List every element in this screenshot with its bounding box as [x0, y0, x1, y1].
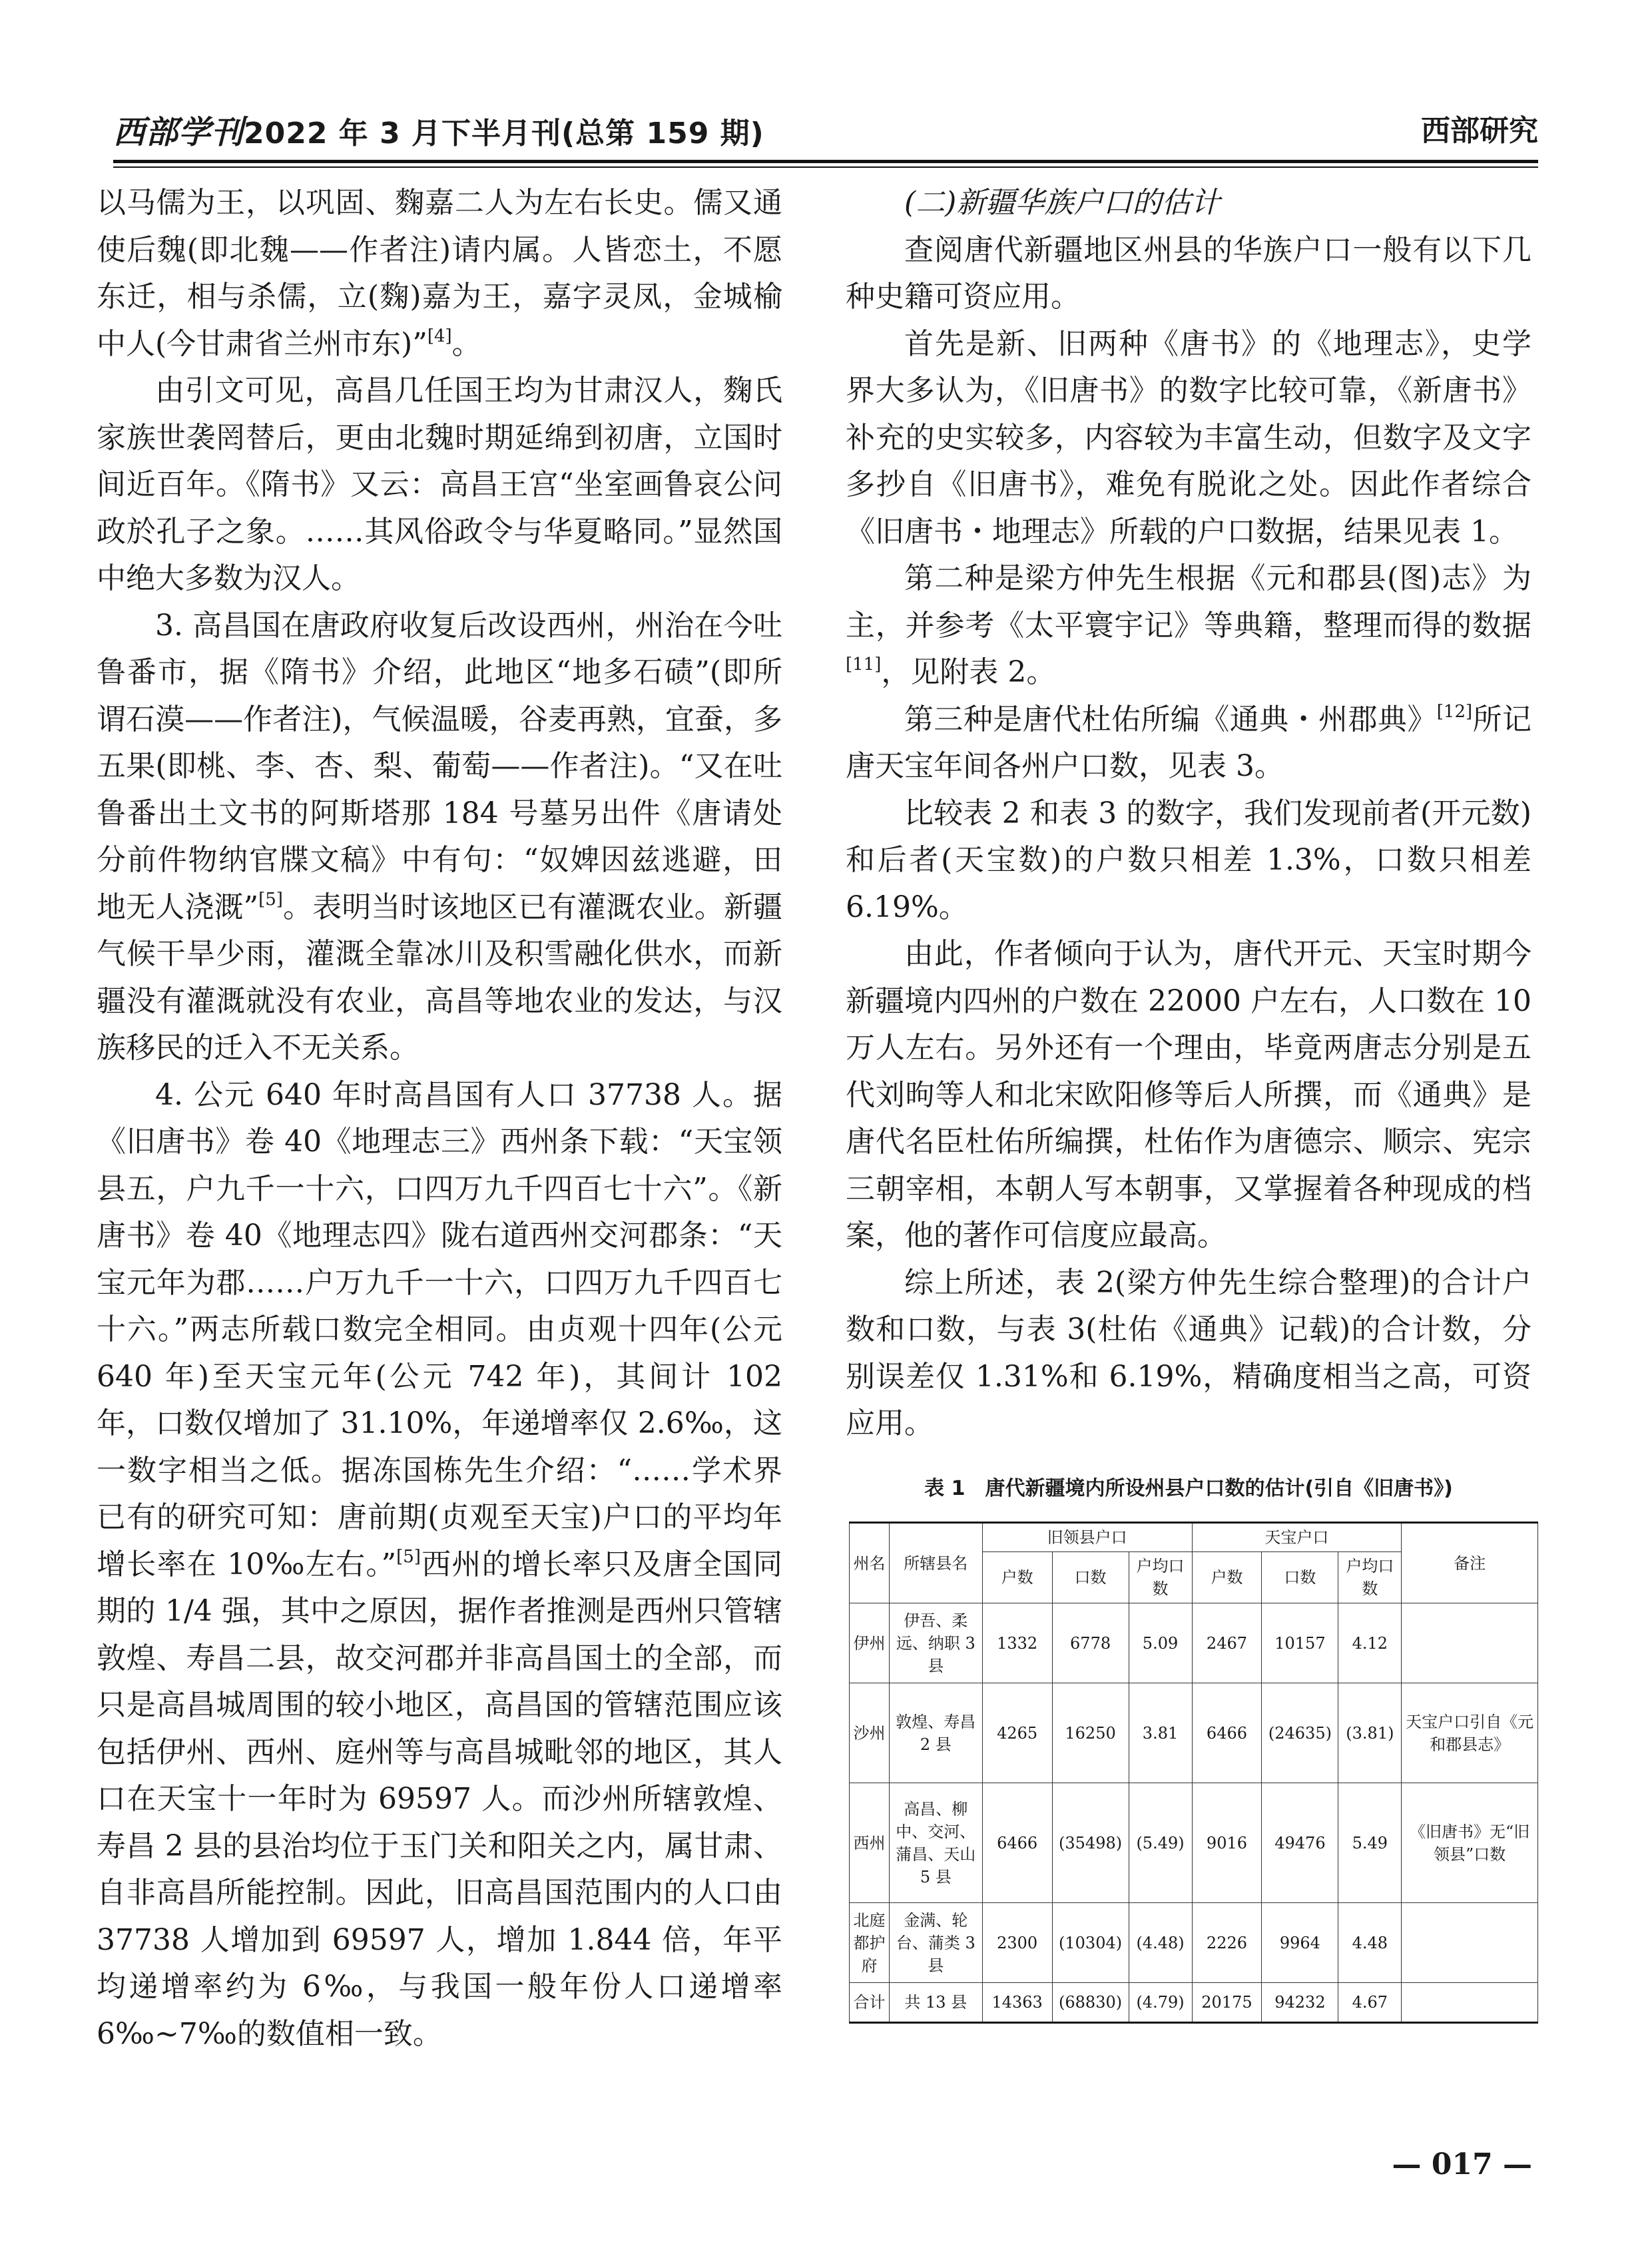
table-row — [850, 1903, 1538, 1983]
cell-value: 4265 — [982, 1683, 1052, 1783]
paragraph: 综上所述，表 2(梁方仲先生综合整理)的合计户数和口数，与表 3(杜佑《通典》记载)的合计数，分别误差仅 1.31%和 6.19%，精确度相当之高，可资应用。 — [846, 1265, 1531, 1440]
table-row — [850, 1603, 1538, 1683]
cell-value: 6466 — [982, 1783, 1052, 1903]
cell-value: 9016 — [1192, 1783, 1262, 1903]
table-row — [850, 1783, 1538, 1903]
cell-value: 5.49 — [1338, 1783, 1402, 1903]
cell-value: 6466 — [1192, 1683, 1262, 1783]
cell-value: (4.79) — [1129, 1983, 1192, 2023]
citation: [5] — [396, 1546, 421, 1567]
cell-value: 2467 — [1192, 1603, 1262, 1683]
cell-value: 4.67 — [1338, 1983, 1402, 2023]
cell-value: 4.48 — [1338, 1903, 1402, 1983]
cell-value: 9964 — [1262, 1903, 1338, 1983]
paragraph: 第二种是梁方仲先生根据《元和郡县(图)志》为主，并参考《太平寰宇记》等典籍，整理而得的数据[11]，见附表 2。 — [846, 561, 1531, 689]
cell-value: (4.48) — [1129, 1903, 1192, 1983]
cell-value: 2226 — [1192, 1903, 1262, 1983]
page-number: — 017 — — [1392, 2147, 1532, 2181]
right-column — [846, 180, 1531, 1448]
cell-counties: 共 13 县 — [889, 1983, 982, 2023]
cell-counties: 伊吾、柔远、纳职 3 县 — [889, 1603, 982, 1683]
header-hu: 户数 — [1192, 1552, 1262, 1603]
header-zhou: 州名 — [850, 1523, 890, 1603]
paragraph: 3. 高昌国在唐政府收复后改设西州，州治在今吐鲁番市，据《隋书》介绍，此地区“地多石碛”(即所谓石漠——作者注)，气候温暖，谷麦再熟，宜蚕，多五果(即桃、李、杏、梨、葡萄——作者注)。“又在吐鲁番出土文书的阿斯塔那 184 号墓另出件《唐请处分前件物纳官牒文稿》中有句：“奴婢因兹逃避，田地无人浇溉”[5]。表明当时该地区已有灌溉农业。新疆气候干旱少雨，灌溉全靠冰川及积雪融化供水，而新疆没有灌溉就没有农业，高昌等地农业的发达，与汉族移民的迁入不无关系。 — [97, 608, 783, 1065]
paragraph: 比较表 2 和表 3 的数字，我们发现前者(开元数)和后者(天宝数)的户数只相差 1.3%，口数只相差 6.19%。 — [846, 796, 1531, 924]
header-kou: 口数 — [1052, 1552, 1129, 1603]
cell-value: (10304) — [1052, 1903, 1129, 1983]
paragraph: 由引文可见，高昌几任国王均为甘肃汉人，麴氏家族世袭罔替后，更由北魏时期延绵到初唐，立国时间近百年。《隋书》又云：高昌王宫“坐室画鲁哀公问政於孔子之象。……其风俗政令与华夏略同。”显然国中绝大多数为汉人。 — [97, 374, 782, 595]
cell-value: (68830) — [1052, 1983, 1129, 2023]
left-column — [97, 180, 782, 2058]
paragraph: 由此，作者倾向于认为，唐代开元、天宝时期今新疆境内四州的户数在 22000 户左右，人口数在 10 万人左右。另外还有一个理由，毕竟两唐志分别是五代刘昫等人和北宋欧阳修等后人所撰，而《通典》是唐代名臣杜佑所编撰，杜佑作为唐德宗、顺宗、宪宗三朝宰相，本朝人写本朝事，又掌握着各种现成的档案，他的著作可信度应最高。 — [846, 937, 1531, 1253]
cell-zhou: 北庭都护府 — [850, 1903, 890, 1983]
cell-value: (35498) — [1052, 1783, 1129, 1903]
header-avg: 户均口数 — [1338, 1552, 1402, 1603]
cell-counties: 金满、轮台、蒲类 3 县 — [889, 1903, 982, 1983]
header-avg: 户均口数 — [1129, 1552, 1192, 1603]
cell-counties: 高昌、柳中、交河、蒲昌、天山 5 县 — [889, 1783, 982, 1903]
cell-note — [1402, 1903, 1538, 1983]
cell-note — [1402, 1983, 1538, 2023]
citation: [5] — [258, 889, 283, 910]
page-header — [113, 100, 1538, 160]
population-table — [849, 1522, 1538, 2024]
cell-value: 94232 — [1262, 1983, 1338, 2023]
paragraph: 第三种是唐代杜佑所编《通典・州郡典》[12]所记唐天宝年间各州户口数，见表 3。 — [846, 701, 1532, 783]
paragraph: 首先是新、旧两种《唐书》的《地理志》，史学界大多认为，《旧唐书》的数字比较可靠，《新唐书》补充的史实较多，内容较为丰富生动，但数字及文字多抄自《旧唐书》，难免有脱讹之处。因此作者综合《旧唐书・地理志》所载的户口数据，结果见表 1。 — [846, 326, 1531, 549]
header-left — [113, 107, 764, 152]
section-title: 西部研究 — [1421, 114, 1538, 148]
cell-value: 6778 — [1052, 1603, 1129, 1683]
header-remarks: 备注 — [1402, 1523, 1538, 1603]
table-row — [850, 1683, 1538, 1783]
header-kou: 口数 — [1262, 1552, 1338, 1603]
issue-info: 2022 年 3 月下半月刊(总第 159 期) — [244, 117, 764, 150]
cell-value: 14363 — [982, 1983, 1052, 2023]
cell-value: (24635) — [1262, 1683, 1338, 1783]
journal-logo: 西部学刊 — [113, 114, 244, 151]
cell-note: 《旧唐书》无“旧领县”口数 — [1402, 1783, 1538, 1903]
citation: [11] — [846, 655, 882, 675]
cell-value: 1332 — [982, 1603, 1052, 1683]
paragraph: 以马儒为王，以巩固、麴嘉二人为左右长史。儒又通使后魏(即北魏——作者注)请内属。人皆恋土，不愿东迁，相与杀儒，立(麴)嘉为王，嘉字灵凤，金城榆中人(今甘肃省兰州市东)”[4]。 — [97, 186, 782, 361]
cell-zhou: 西州 — [850, 1783, 890, 1903]
section-subheading: (二)新疆华族户口的估计 — [904, 186, 1221, 220]
paragraph: 查阅唐代新疆地区州县的华族户口一般有以下几种史籍可资应用。 — [846, 232, 1531, 314]
cell-value: 4.12 — [1338, 1603, 1402, 1683]
cell-value: 3.81 — [1129, 1683, 1192, 1783]
header-rule-thick — [113, 160, 1538, 163]
cell-counties: 敦煌、寿昌 2 县 — [889, 1683, 982, 1783]
table-header-row — [850, 1523, 1538, 1552]
table-caption: 表 1 唐代新疆境内所设州县户口数的估计(引自《旧唐书》) — [924, 1477, 1453, 1500]
cell-value: 49476 — [1262, 1783, 1338, 1903]
header-tianbao-group: 天宝户口 — [1192, 1523, 1402, 1552]
cell-value: 5.09 — [1129, 1603, 1192, 1683]
cell-note — [1402, 1603, 1538, 1683]
cell-value: 20175 — [1192, 1983, 1262, 2023]
cell-note: 天宝户口引自《元和郡县志》 — [1402, 1683, 1538, 1783]
cell-zhou: 伊州 — [850, 1603, 890, 1683]
cell-value: 10157 — [1262, 1603, 1338, 1683]
header-hu: 户数 — [982, 1552, 1052, 1603]
cell-zhou: 沙州 — [850, 1683, 890, 1783]
header-old-group: 旧领县户口 — [982, 1523, 1192, 1552]
citation: [4] — [427, 326, 452, 346]
cell-value: 16250 — [1052, 1683, 1129, 1783]
cell-value: 2300 — [982, 1903, 1052, 1983]
citation: [12] — [1436, 701, 1473, 722]
paragraph: 4. 公元 640 年时高昌国有人口 37738 人。据《旧唐书》卷 40《地理志三》西州条下载：“天宝领县五，户九千一十六，口四万九千四百七十六”。《新唐书》卷 40《地理志四》陇右道西州交河郡条：“天宝元年为郡……户万九千一十六，口四万九千四百七十六。”两志所载口数完全相同。由贞观十四年(公元 640 年)至天宝元年(公元 742 年)，其间计 102 年，口数仅增加了 31.10%，年递增率仅 2.6‰，这一数字相当之低。据冻国栋先生介绍：“……学术界已有的研究可知：唐前期(贞观至天宝)户口的平均年增长率在 10‰左右。”[5]西州的增长率只及唐全国同期的 1/4 强，其中之原因，据作者推测是西州只管辖敦煌、寿昌二县，故交河郡并非高昌国土的全部，而只是高昌城周围的较小地区，高昌国的管辖范围应该包括伊州、西州、庭州等与高昌城毗邻的地区，其人口在天宝十一年时为 69597 人。而沙州所辖敦煌、寿昌 2 县的县治均位于玉门关和阳关之内，属甘肃、自非高昌所能控制。因此，旧高昌国范围内的人口由 37738 人增加到 69597 人，增加 1.844 倍，年平均递增率约为 6‰，与我国一般年份人口递增率 6‰~7‰的数值相一致。 — [97, 1077, 782, 2051]
cell-zhou: 合计 — [850, 1983, 890, 2023]
table-total-row — [850, 1983, 1538, 2023]
cell-value: (3.81) — [1338, 1683, 1402, 1783]
cell-value: (5.49) — [1129, 1783, 1192, 1903]
header-rule-thin — [113, 166, 1538, 168]
header-counties: 所辖县名 — [889, 1523, 982, 1603]
